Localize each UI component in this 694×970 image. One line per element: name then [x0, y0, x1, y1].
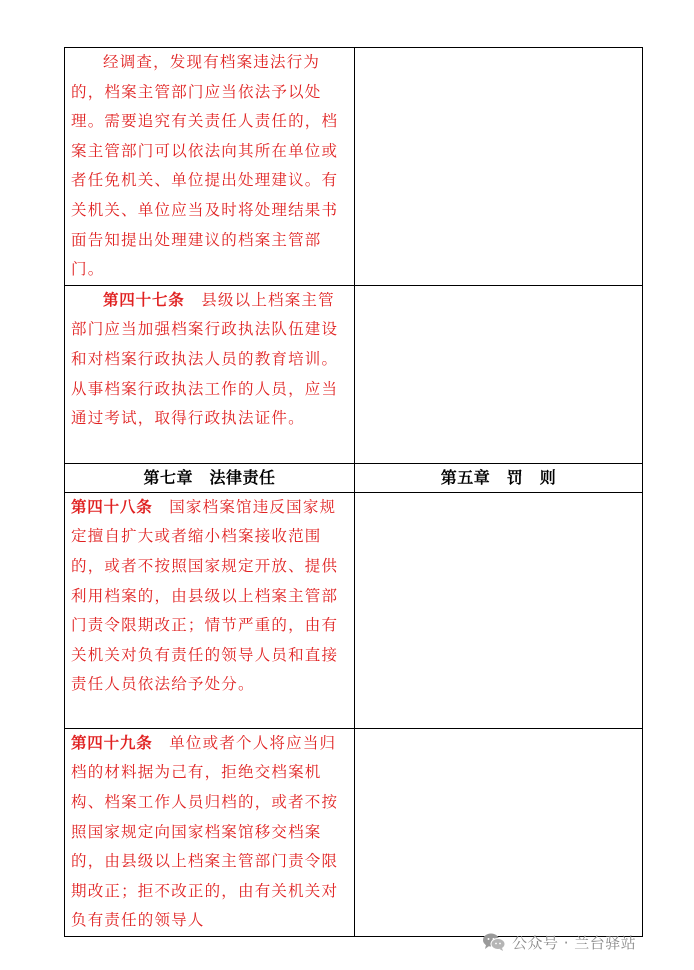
left-cell — [65, 285, 355, 463]
article-number: 第四十七条 — [103, 290, 185, 309]
left-cell — [65, 48, 355, 286]
clause-text: 国家档案馆违反国家规定擅自扩大或者缩小档案接收范围的，或者不按照国家规定开放、提供利用档案的，由县级以上档案主管部门责令限期改正；情节严重的，由有关机关对负有责任的领导人员和直接责任人员依法给予处分。 — [71, 497, 339, 694]
comparison-table — [64, 47, 643, 937]
table-row — [65, 48, 643, 286]
clause-text: 单位或者个人将应当归档的材料据为己有，拒绝交档案机构、档案工作人员归档的，或者不按照国家规定向国家档案馆移交档案的，由县级以上档案主管部门责令限期改正；拒不改正的，由有关机关对负有责任的领导人 — [71, 733, 339, 930]
right-cell — [355, 48, 643, 286]
table-row — [65, 492, 643, 728]
watermark — [482, 930, 636, 954]
left-chapter-heading: 第七章 法律责任 — [65, 463, 355, 492]
right-cell — [355, 492, 643, 728]
article-number: 第四十八条 — [71, 497, 153, 516]
clause-text: 县级以上档案主管部门应当加强档案行政执法队伍建设和对档案行政执法人员的教育培训。从事档案行政执法工作的人员，应当通过考试，取得行政执法证件。 — [71, 290, 339, 428]
right-chapter-heading: 第五章 罚 则 — [355, 463, 643, 492]
table-row — [65, 728, 643, 936]
right-cell — [355, 285, 643, 463]
article-number: 第四十九条 — [71, 733, 153, 752]
left-cell — [65, 492, 355, 728]
right-cell — [355, 728, 643, 936]
watermark-text: 公众号 · 兰台驿站 — [512, 933, 637, 952]
clause-text: 经调查，发现有档案违法行为的，档案主管部门应当依法予以处理。需要追究有关责任人责任的，档案主管部门可以依法向其所在单位或者任免机关、单位提出处理建议。有关机关、单位应当及时将处理结果书面告知提出处理建议的档案主管部门。 — [71, 53, 339, 279]
left-cell — [65, 728, 355, 936]
chapter-row — [65, 463, 643, 492]
wechat-icon — [482, 932, 506, 952]
table-row — [65, 285, 643, 463]
